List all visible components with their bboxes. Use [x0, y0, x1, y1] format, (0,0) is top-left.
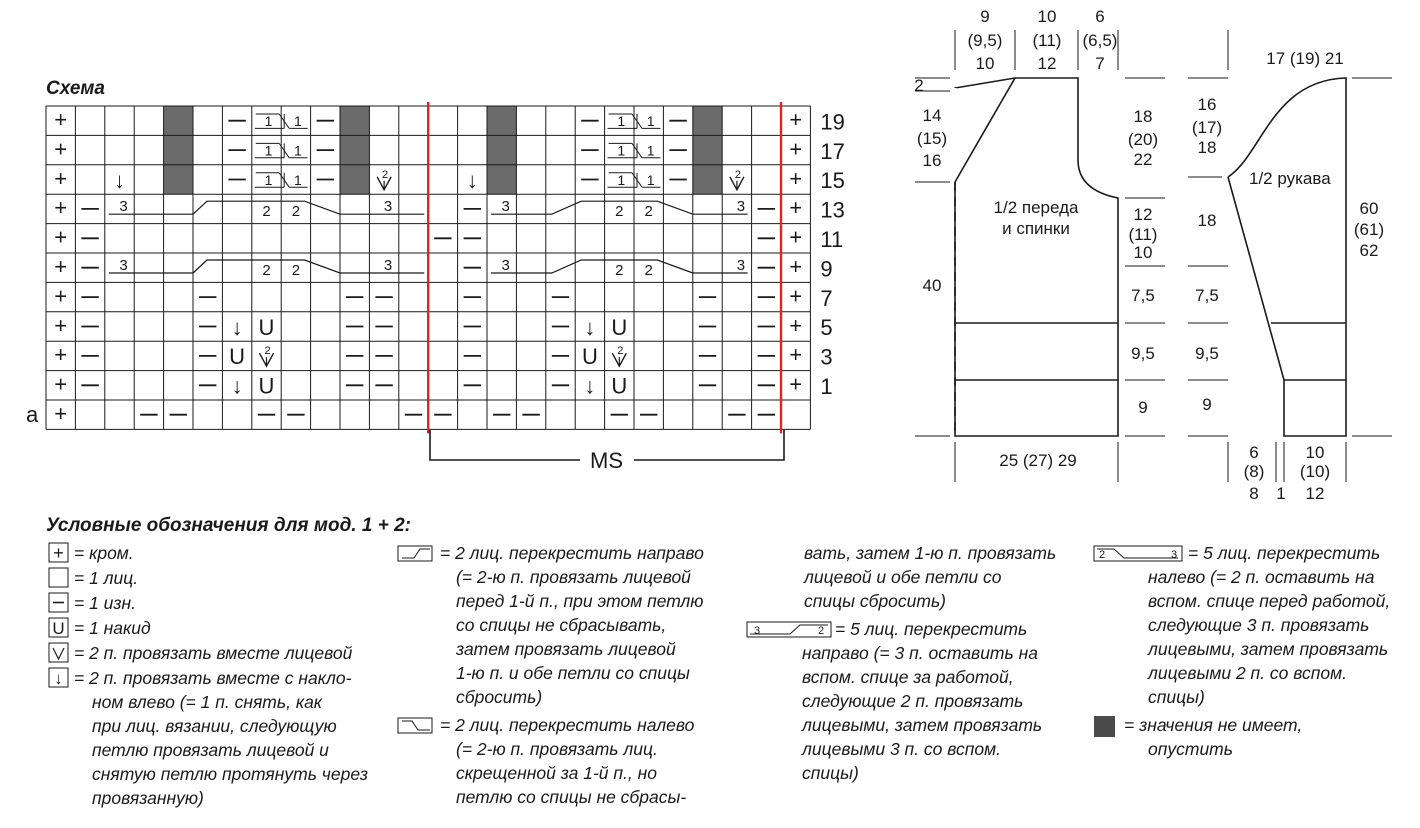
legend-ssk-2: ном влево (= 1 п. снять, как — [92, 692, 323, 712]
top-width-2-line-3: 12 — [1037, 54, 1057, 73]
sleeve-band-1: 7,5 — [1195, 286, 1219, 305]
selvage-plus: + — [789, 283, 803, 309]
sleeve-band-3: 9 — [1202, 395, 1212, 414]
twist-number: 1 — [294, 142, 302, 159]
selvage-plus: + — [54, 224, 68, 250]
cuff-left-line-1: 6 — [1249, 443, 1259, 462]
legend-k2tog: = 2 п. провязать вместе лицевой — [74, 643, 353, 663]
top-width-1-line-3: 10 — [975, 54, 995, 73]
sleeve-total-line-1: 60 — [1359, 199, 1379, 218]
top-width-1-line-2: (9,5) — [967, 31, 1003, 50]
legend-cross-right-5: затем провязать лицевой — [456, 639, 676, 659]
ssk-arrow-symbol: ↓ — [584, 314, 596, 340]
yarn-over-symbol: U — [258, 373, 275, 399]
legend-cable5-right-2: направо (= 3 п. оставить на — [802, 643, 1038, 663]
selvage-plus: + — [54, 312, 68, 338]
top-width-3-line-2: (6,5) — [1082, 31, 1118, 50]
legend-cable5-right-1: = 5 лиц. перекрестить — [835, 619, 1028, 639]
legend-cross-right-3: перед 1-й п., при этом петлю — [456, 591, 704, 611]
body-band-1: 7,5 — [1131, 286, 1155, 305]
legend-cross-right-7: сбросить) — [456, 687, 543, 707]
legend-cable5-right-num-2: 2 — [817, 625, 825, 637]
selvage-plus: + — [54, 342, 68, 368]
neck-height-line-2: (15) — [916, 129, 948, 148]
top-width-1-line-1: 9 — [980, 7, 990, 26]
k2tog-symbol — [612, 345, 626, 366]
legend-no-stitch-1: = значения не имеет, — [1124, 715, 1303, 735]
selvage-plus: + — [789, 371, 803, 397]
twist-number: 1 — [264, 171, 273, 188]
row-number: 13 — [820, 197, 845, 223]
legend-cable5-left-num-2: 2 — [1098, 549, 1106, 561]
selvage-plus: + — [789, 342, 803, 368]
chart-title: Схема — [46, 78, 106, 99]
shoulder-drop: 2 — [914, 76, 924, 95]
selvage-plus: + — [54, 195, 68, 221]
cable-number-3: 3 — [383, 198, 393, 216]
selvage-plus: + — [54, 136, 68, 162]
legend-heading: Условные обозначения для мод. 1 + 2: — [46, 515, 411, 536]
legend-cable5-right-7: спицы) — [802, 763, 859, 783]
body-label-line-1: 1/2 переда — [993, 198, 1079, 217]
side-upper-line-2: (11) — [1128, 225, 1158, 244]
row-number: 3 — [820, 344, 833, 370]
k2tog-number: 2 — [382, 168, 389, 181]
legend-cable5-left-7: спицы) — [1148, 687, 1205, 707]
legend-purl: = 1 изн. — [74, 593, 137, 613]
twist-number: 1 — [294, 171, 302, 188]
body-band-3: 9 — [1138, 398, 1148, 417]
top-width-2-line-1: 10 — [1037, 7, 1057, 26]
side-upper-line-3: 10 — [1133, 243, 1153, 262]
legend-ssk-icon: ↓ — [54, 669, 63, 688]
selvage-plus: + — [54, 254, 68, 279]
ssk-arrow-symbol: ↓ — [584, 373, 596, 399]
row-number: 7 — [820, 285, 833, 311]
body-outline — [955, 78, 1118, 436]
cable-number-2: 2 — [615, 203, 624, 221]
twist-number: 1 — [617, 171, 626, 188]
row-a-label: a — [26, 402, 39, 427]
legend-ssk-6: провязанную) — [92, 788, 204, 808]
top-width-3-line-3: 7 — [1095, 54, 1105, 73]
yarn-over-symbol: U — [611, 373, 628, 399]
legend-cable5-left-icon — [1097, 549, 1178, 558]
yarn-over-symbol: U — [258, 314, 275, 340]
legend-cross-right-icon — [402, 549, 430, 558]
cable-number-3: 3 — [736, 257, 746, 274]
legend-cable5-right-4: следующие 2 п. провязать — [802, 691, 1024, 711]
legend-cross-left-icon — [402, 721, 430, 730]
k2tog-number: 2 — [617, 345, 624, 358]
twist-number: 1 — [646, 113, 655, 129]
legend-selvage-icon: + — [53, 543, 64, 563]
legend-cable5-left-2: налево (= 2 п. оставить на — [1148, 567, 1375, 587]
no-stitch-cell — [164, 106, 193, 194]
legend-cross-left-1: = 2 лиц. перекрестить налево — [440, 715, 695, 735]
cable-number-3: 3 — [501, 257, 510, 274]
k2tog-symbol — [377, 169, 391, 190]
chart-grid — [46, 102, 810, 433]
legend-cross-left-3: скрещенной за 1-й п., но — [456, 763, 657, 783]
row-number: 15 — [820, 168, 845, 194]
legend-no-stitch-swatch — [1094, 716, 1115, 737]
legend-cable5-left-box — [1094, 546, 1182, 561]
ssk-arrow-symbol: ↓ — [231, 314, 243, 340]
sleeve-band-2: 9,5 — [1195, 344, 1219, 363]
sleeve-outline — [1228, 78, 1346, 436]
legend-cross-right-2: (= 2-ю п. провязать лицевой — [456, 567, 691, 587]
legend-knit-box — [49, 568, 68, 587]
ssk-arrow-symbol: ↓ — [466, 167, 478, 193]
side-upper-line-1: 12 — [1133, 205, 1153, 224]
cuff-left-line-2: (8) — [1243, 462, 1265, 481]
cap-height-line-1: 16 — [1197, 95, 1217, 114]
legend-cross-left-5: вать, затем 1-ю п. провязать — [804, 543, 1057, 563]
selvage-plus: + — [789, 254, 803, 279]
cable-number-2: 2 — [291, 203, 301, 221]
cable-number-3: 3 — [383, 257, 393, 274]
cable-number-2: 2 — [615, 262, 624, 279]
row-number: 11 — [820, 227, 844, 252]
legend-no-stitch-2: опустить — [1148, 739, 1233, 759]
row-number: 9 — [820, 256, 833, 282]
ms-label: MS — [590, 448, 623, 473]
twist-number: 1 — [294, 113, 302, 129]
k2tog-symbol — [730, 169, 744, 190]
cuff-one: 1 — [1276, 484, 1286, 503]
yarn-over-symbol: U — [611, 314, 628, 340]
no-stitch-cell — [693, 106, 722, 194]
selvage-plus: + — [54, 283, 68, 309]
selvage-plus: + — [789, 224, 803, 250]
cuff-right-line-1: 10 — [1305, 443, 1325, 462]
legend-cross-left-7: спицы сбросить) — [804, 591, 947, 611]
row-number: 5 — [820, 315, 833, 341]
legend-cross-right-6: 1-ю п. и обе петли со спицы — [456, 663, 690, 683]
legend-cable5-right-num-3: 3 — [753, 625, 761, 637]
armhole-line-1: 18 — [1133, 107, 1153, 126]
ssk-arrow-symbol: ↓ — [231, 373, 243, 399]
legend-cable5-left-1: = 5 лиц. перекрестить — [1188, 543, 1381, 563]
legend-cable5-left-5: лицевыми, затем провязать — [1148, 639, 1389, 659]
cap-height-line-3: 18 — [1197, 138, 1217, 157]
cable-number-3: 3 — [736, 198, 746, 216]
legend-cross-left-4: петлю со спицы не сбрасы- — [456, 787, 687, 807]
row-number: 17 — [820, 138, 845, 164]
selvage-plus: + — [789, 312, 803, 338]
cable-number-3: 3 — [501, 198, 510, 216]
legend-ssk-5: снятую петлю протянуть через — [92, 764, 368, 784]
cap-height-line-2: (17) — [1191, 118, 1223, 137]
legend-cable5-left-num-3: 3 — [1170, 549, 1178, 561]
legend-cable5-left-3: вспом. спице перед работой, — [1148, 591, 1391, 611]
bottom-width: 25 (27) 29 — [999, 451, 1077, 470]
twist-number: 1 — [617, 113, 626, 129]
no-stitch-cell — [487, 106, 516, 194]
cable-number-2: 2 — [644, 262, 653, 279]
legend-ssk-1: = 2 п. провязать вместе с накло- — [74, 668, 352, 688]
row-number: 1 — [820, 374, 833, 399]
k2tog-number: 2 — [264, 345, 271, 358]
legend-cross-left-6: лицевой и обе петли со — [804, 567, 1002, 587]
sleeve-top-width: 17 (19) 21 — [1266, 49, 1344, 68]
cuff-right-line-3: 12 — [1305, 484, 1325, 503]
twist-number: 1 — [646, 171, 655, 188]
cable-number-2: 2 — [644, 203, 653, 221]
twist-number: 1 — [617, 142, 626, 159]
top-width-2-line-2: (11) — [1032, 31, 1062, 50]
no-stitch-cell — [340, 106, 369, 194]
k2tog-symbol — [260, 345, 274, 366]
selvage-plus: + — [789, 165, 803, 191]
cable-number-3: 3 — [119, 198, 128, 216]
neck-height-line-3: 16 — [922, 151, 942, 170]
armhole-line-2: (20) — [1127, 130, 1159, 149]
cable-number-3: 3 — [119, 257, 128, 274]
k2tog-number: 2 — [734, 168, 741, 181]
legend-cable5-right-3: вспом. спице за работой, — [802, 667, 1014, 687]
selvage-plus: + — [54, 371, 68, 397]
legend-cable5-right-6: лицевыми 3 п. со вспом. — [802, 739, 1001, 759]
sleeve-label: 1/2 рукава — [1249, 169, 1331, 188]
selvage-plus: + — [789, 136, 803, 162]
body-band-2: 9,5 — [1131, 344, 1155, 363]
sleeve-diagram — [1188, 30, 1392, 503]
row-number: 19 — [820, 109, 845, 135]
cuff-left-line-3: 8 — [1249, 484, 1259, 503]
legend-cable5-right-5: лицевыми, затем провязать — [802, 715, 1043, 735]
body-diagram — [914, 7, 1165, 482]
selvage-plus: + — [789, 107, 803, 132]
ssk-arrow-symbol: ↓ — [114, 167, 125, 193]
sleeve-total-line-2: (61) — [1353, 220, 1385, 239]
top-width-3-line-1: 6 — [1095, 7, 1105, 26]
sleeve-upper: 18 — [1197, 211, 1217, 230]
neck-height-line-1: 14 — [922, 106, 942, 125]
legend-selvage: = кром. — [74, 543, 134, 563]
legend-knit: = 1 лиц. — [74, 568, 139, 588]
legend-k2tog-icon — [53, 648, 64, 659]
yarn-over-symbol: U — [581, 344, 598, 370]
cable-number-2: 2 — [291, 262, 301, 279]
yarn-over-symbol: U — [229, 344, 246, 370]
legend-ssk-4: петлю провязать лицевой и — [92, 740, 329, 760]
neck-line — [955, 78, 1015, 182]
legend-cross-right-1: = 2 лиц. перекрестить направо — [440, 543, 704, 563]
legend-cross-right-box — [398, 546, 432, 561]
armhole-line-3: 22 — [1133, 150, 1153, 169]
legend-cross-left-2: (= 2-ю п. провязать лиц. — [456, 739, 658, 759]
selvage-plus: + — [54, 107, 68, 132]
body-label-line-2: и спинки — [1002, 219, 1070, 238]
legend-cross-right-4: со спицы не сбрасывать, — [456, 615, 667, 635]
legend-cable5-left-4: следующие 3 п. провязать — [1148, 615, 1370, 635]
selvage-plus: + — [789, 195, 803, 221]
cable-number-2: 2 — [262, 262, 271, 279]
legend-yo: = 1 накид — [74, 618, 151, 638]
cable-number-2: 2 — [262, 203, 271, 221]
cuff-right-line-2: (10) — [1299, 462, 1331, 481]
body-dimension-ticks — [915, 30, 1165, 482]
legend-ssk-3: при лиц. вязании, следующую — [92, 716, 337, 736]
selvage-plus: + — [54, 401, 68, 426]
legend-yo-icon: U — [52, 619, 65, 638]
sleeve-total-line-3: 62 — [1359, 241, 1379, 260]
selvage-plus: + — [54, 165, 68, 191]
total-side: 40 — [922, 276, 942, 295]
legend-cable5-right-icon — [750, 625, 828, 634]
twist-number: 1 — [264, 113, 273, 129]
legend-cable5-left-6: лицевыми 2 п. со вспом. — [1148, 663, 1347, 683]
twist-number: 1 — [264, 142, 273, 159]
twist-number: 1 — [646, 142, 655, 159]
